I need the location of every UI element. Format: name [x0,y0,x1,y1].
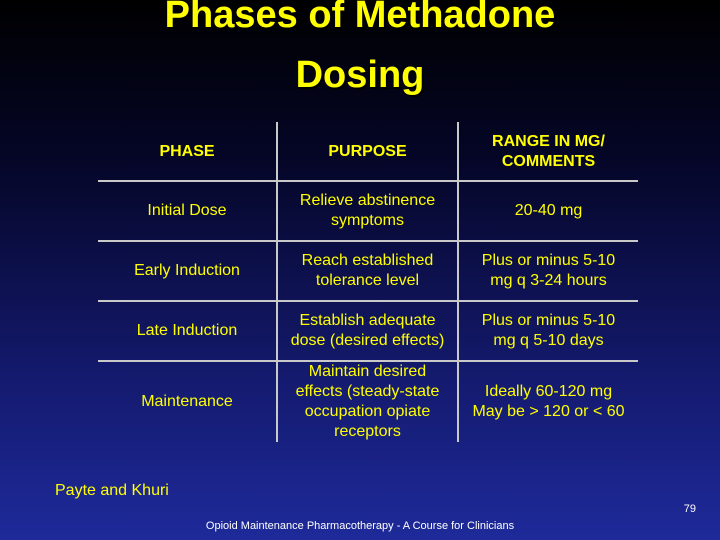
slide-title-line2: Dosing [295,54,425,96]
cell-range: Plus or minus 5-10 mg q 3-24 hours [481,252,616,289]
cell-range: Plus or minus 5-10 mg q 5-10 days [481,312,616,349]
cell-phase: Late Induction [136,322,238,339]
header-purpose: PURPOSE [328,143,407,160]
cell-range: 20-40 mg [514,202,583,219]
header-phase: PHASE [159,143,215,160]
phases-table [98,122,638,442]
header-range: RANGE IN MG/ COMMENTS [492,133,605,170]
cell-purpose: Maintain desired effects (steady-state occupation opiate receptors [295,363,440,440]
cell-purpose: Establish adequate dose (desired effects) [290,312,445,349]
footer-text: Opioid Maintenance Pharmacotherapy - A Course for Clinicians [205,520,515,532]
cell-purpose: Reach established tolerance level [301,252,434,289]
cell-phase: Early Induction [134,262,240,279]
cell-purpose: Relieve abstinence symptoms [299,192,436,229]
cell-phase: Initial Dose [147,202,227,219]
cell-range: Ideally 60-120 mg May be > 120 or < 60 [472,383,625,420]
slide-title-line1: Phases of Methadone [164,0,556,36]
cell-phase: Maintenance [141,393,233,410]
source-citation: Payte and Khuri [55,482,169,499]
page-number: 79 [683,503,696,515]
